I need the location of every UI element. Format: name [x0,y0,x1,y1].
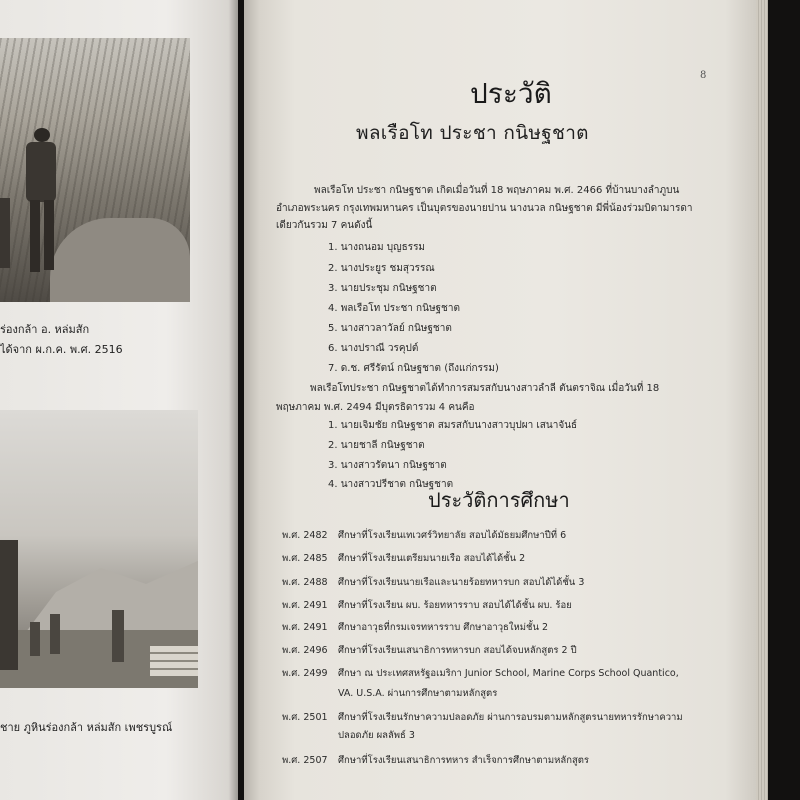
education-row [282,620,548,635]
education-year: พ.ศ. 2501 [282,712,328,723]
sibling-item: 6. นางปราณี วรคุปต์ [328,343,419,354]
sibling-item: 7. ด.ช. ศรีรัตน์ กนิษฐชาต (ถึงแก่กรรม) [328,363,499,374]
child-item: 4. นางสาวปรีชาต กนิษฐชาต [328,479,454,490]
education-row [282,666,679,681]
education-text: ศึกษาที่โรงเรียนเทเวศร์วิทยาลัย สอบได้มัธยมศึกษาปีที่ 6 [338,530,567,541]
education-title: ประวัติการศึกษา [428,488,570,512]
marriage-line: พฤษภาคม พ.ศ. 2494 มีบุตรธิดารวม 4 คนคือ [276,402,475,413]
education-year: พ.ศ. 2485 [282,553,328,564]
subject-name: พลเรือโท ประชา กนิษฐชาต [356,122,589,144]
education-text-continued: VA. U.S.A. ผ่านการศึกษาตามหลักสูตร [338,688,498,699]
education-text: ศึกษาที่โรงเรียนเสนาธิการทหารบก สอบได้จบหลักสูตร 2 ปี [338,645,577,656]
education-row [282,551,525,566]
education-row [282,575,584,590]
page-edge [756,0,768,800]
intro-line: เดียวกันรวม 7 คนดังนี้ [276,220,373,231]
education-year: พ.ศ. 2482 [282,530,328,541]
education-text: ศึกษาอาวุธที่กรมเจรทหารราบ ศึกษาอาวุธใหม่ชั้น 2 [338,622,549,633]
photo2-caption: ชาย ภูหินร่องกล้า หล่มสัก เพชรบูรณ์ [0,721,173,734]
intro-line: อำเภอพระนคร กรุงเทพมหานคร เป็นบุตรของนายปาน นางนวล กนิษฐชาต มีพี่น้องร่วมบิดามารดา [276,203,693,214]
sibling-item: 2. นางประยูร ชมสุวรรณ [328,263,435,274]
photo1-caption-line1: ร่องกล้า อ. หล่มสัก [0,323,90,336]
education-year: พ.ศ. 2496 [282,645,328,656]
sibling-item: 3. นายประชุม กนิษฐชาต [328,283,437,294]
education-year: พ.ศ. 2488 [282,577,328,588]
photo-soldiers-grass [0,38,190,302]
education-text: ศึกษาที่โรงเรียนเสนาธิการทหาร สำเร็จการศึกษาตามหลักสูตร [338,755,590,766]
education-year: พ.ศ. 2499 [282,668,328,679]
education-row [282,710,683,725]
education-text-continued: ปลอดภัย ผลลัพธ์ 3 [338,730,415,741]
sibling-item: 4. พลเรือโท ประชา กนิษฐชาต [328,303,460,314]
page-number: 8 [700,70,707,81]
education-text: ศึกษา ณ ประเทศสหรัฐอเมริกา Junior School, Marine Corps School Quantico, [338,668,679,679]
education-row [282,598,572,613]
photo1-caption-line2: ได้จาก ผ.ก.ค. พ.ศ. 2516 [0,343,123,356]
left-page [0,0,238,800]
education-year: พ.ศ. 2507 [282,755,328,766]
marriage-line: พลเรือโทประชา กนิษฐชาตได้ทำการสมรสกับนางสาวลำลี ตันตราจิณ เมื่อวันที่ 18 [310,383,660,394]
education-row [282,753,589,768]
intro-line: พลเรือโท ประชา กนิษฐชาต เกิดเมื่อวันที่ 18 พฤษภาคม พ.ศ. 2466 ที่บ้านบางลำภูบน [314,185,680,196]
photo-soldiers-camp [0,410,198,688]
page-title: ประวัติ [470,77,552,110]
education-year: พ.ศ. 2491 [282,600,328,611]
child-item: 3. นางสาวรัตนา กนิษฐชาต [328,460,447,471]
child-item: 2. นายชาลี กนิษฐชาต [328,440,425,451]
education-text: ศึกษาที่โรงเรียน ผบ. ร้อยทหารราบ สอบได้ได้ชั้น ผบ. ร้อย [338,600,572,611]
education-text: ศึกษาที่โรงเรียนรักษาความปลอดภัย ผ่านการอบรมตามหลักสูตรนายทหารรักษาความ [338,712,683,723]
child-item: 1. นายเจิมชัย กนิษฐชาต สมรสกับนางสาวบุปผา เสนาจันธ์ [328,420,578,431]
sibling-item: 5. นางสาวลาวัลย์ กนิษฐชาต [328,323,452,334]
sibling-item: 1. นางถนอม บุญธรรม [328,242,426,253]
education-year: พ.ศ. 2491 [282,622,328,633]
education-row [282,528,566,543]
education-row [282,643,577,658]
education-text: ศึกษาที่โรงเรียนนายเรือและนายร้อยทหารบก สอบได้ได้ชั้น 3 [338,577,585,588]
education-text: ศึกษาที่โรงเรียนเตรียมนายเรือ สอบได้ได้ชั้น 2 [338,553,526,564]
